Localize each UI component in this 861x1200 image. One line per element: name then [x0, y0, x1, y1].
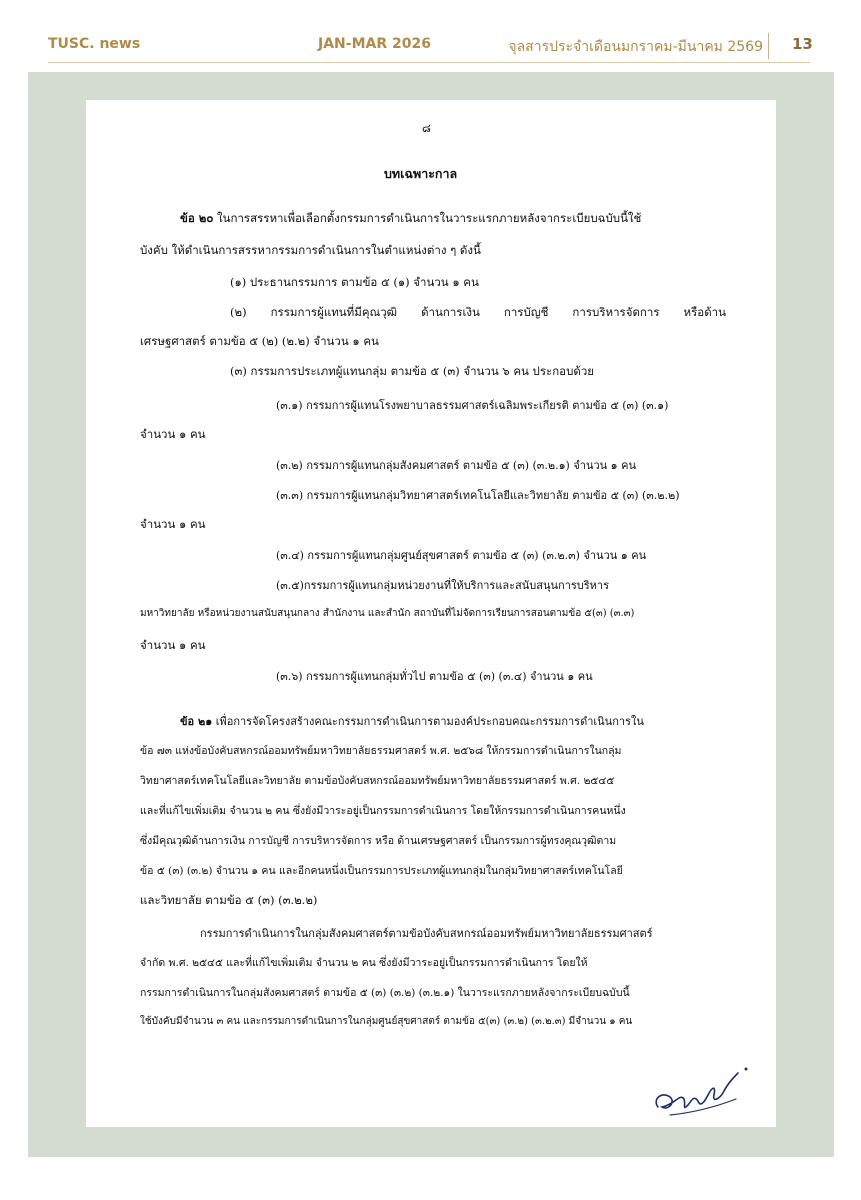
- sub-item-3-5-line-1: (๓.๕)กรรมการผู้แทนกลุ่มหน่วยงานที่ให้บริการและสนับสนุนการบริหาร: [276, 579, 610, 592]
- clause-21-p2-line-3: กรรมการดำเนินการในกลุ่มสังคมศาสตร์ ตามข้อ ๕ (๓) (๓.๒) (๓.๒.๑) ในวาระแรกภายหลังจากระเบียบฉบับนี้: [140, 987, 630, 999]
- clause-20-line-2: บังคับ ให้ดำเนินการสรรหากรรมการดำเนินการในตำแหน่งต่าง ๆ ดังนี้: [140, 243, 481, 257]
- clause-21-line-5: ซึ่งมีคุณวุฒิด้านการเงิน การบัญชี การบริหารจัดการ หรือ ด้านเศรษฐศาสตร์ เป็นกรรมการผู้ทรงคุณวุฒิตาม: [140, 835, 617, 847]
- thai-issue-label: จุลสารประจำเดือนมกราคม-มีนาคม 2569: [508, 39, 763, 55]
- page-header: [0, 0, 861, 64]
- clause-21-line-7: และวิทยาลัย ตามข้อ ๕ (๓) (๓.๒.๒): [140, 893, 318, 907]
- sub-item-3-3-line-2: จำนวน ๑ คน: [140, 517, 206, 531]
- page-number: 13: [792, 35, 813, 53]
- clause-20-item-2-line-2: เศรษฐศาสตร์ ตามข้อ ๕ (๒) (๒.๒) จำนวน ๑ คน: [140, 334, 379, 348]
- publication-name: TUSC. news: [48, 36, 141, 52]
- sub-item-3-5-line-2: มหาวิทยาลัย หรือหน่วยงานสนับสนุนกลาง สำนักงาน และสำนัก สถาบันที่ไม่จัดการเรียนการสอนตามข้อ ๕(๓) (๓.๓): [140, 608, 635, 619]
- sub-item-3-4: (๓.๔) กรรมการผู้แทนกลุ่มศูนย์สุขศาสตร์ ตามข้อ ๕ (๓) (๓.๒.๓) จำนวน ๑ คน: [276, 549, 647, 562]
- clause-21-line-4: และที่แก้ไขเพิ่มเติม จำนวน ๒ คน ซึ่งยังมีวาระอยู่เป็นกรรมการดำเนินการ โดยให้กรรมการดำเนินการคนหนึ่ง: [140, 805, 626, 817]
- clause-21-line-6: ข้อ ๕ (๓) (๓.๒) จำนวน ๑ คน และอีกคนหนึ่งเป็นกรรมการประเภทผู้แทนกลุ่มในกลุ่มวิทยาศาสตร์เทคโนโลยี: [140, 865, 623, 877]
- sub-item-3-1-line-1: (๓.๑) กรรมการผู้แทนโรงพยาบาลธรรมศาสตร์เฉลิมพระเกียรติ ตามข้อ ๕ (๓) (๓.๑): [276, 399, 669, 412]
- clause-20-label: ข้อ ๒๐: [180, 211, 214, 225]
- sub-item-3-3-line-1: (๓.๓) กรรมการผู้แทนกลุ่มวิทยาศาสตร์เทคโนโลยีและวิทยาลัย ตามข้อ ๕ (๓) (๓.๒.๒): [276, 489, 680, 502]
- issue-label: JAN-MAR 2026: [318, 36, 431, 52]
- page-mark: ๘: [422, 121, 431, 135]
- header-divider: [768, 33, 769, 59]
- clause-20-item-2-line-1: (๒) กรรมการผู้แทนที่มีคุณวุฒิ ด้านการเงิน การบัญชี การบริหารจัดการ หรือด้าน: [230, 305, 726, 319]
- clause-20-item-3: (๓) กรรมการประเภทผู้แทนกลุ่ม ตามข้อ ๕ (๓) จำนวน ๖ คน ประกอบด้วย: [230, 364, 595, 378]
- clause-21-p2-line-2: จำกัด พ.ศ. ๒๕๔๕ และที่แก้ไขเพิ่มเติม จำนวน ๒ คน ซึ่งยังมีวาระอยู่เป็นกรรมการดำเนินการ โดยให้: [140, 957, 588, 969]
- clause-21-line-3: วิทยาศาสตร์เทคโนโลยีและวิทยาลัย ตามข้อบังคับสหกรณ์ออมทรัพย์มหาวิทยาลัยธรรมศาสตร์ พ.ศ. ๒๕๔๕: [140, 775, 615, 787]
- clause-20-line-1: ข้อ ๒๐ ในการสรรหาเพื่อเลือกตั้งกรรมการดำเนินการในวาระแรกภายหลังจากระเบียบฉบับนี้ใช้: [180, 211, 642, 225]
- clause-20-item-1: (๑) ประธานกรรมการ ตามข้อ ๕ (๑) จำนวน ๑ คน: [230, 275, 479, 289]
- clause-21-line-1: ข้อ ๒๑ เพื่อการจัดโครงสร้างคณะกรรมการดำเนินการตามองค์ประกอบคณะกรรมการดำเนินการใน: [180, 715, 644, 728]
- clause-21-line-2: ข้อ ๗๓ แห่งข้อบังคับสหกรณ์ออมทรัพย์มหาวิทยาลัยธรรมศาสตร์ พ.ศ. ๒๕๖๘ ให้กรรมการดำเนินการในกลุ่ม: [140, 745, 622, 757]
- clause-21-p2-line-4: ใช้บังคับมีจำนวน ๓ คน และกรรมการดำเนินการในกลุ่มศูนย์สุขศาสตร์ ตามข้อ ๕(๓) (๓.๒) (๓.๒.๓) มีจำนวน ๑ คน: [140, 1016, 633, 1027]
- sub-item-3-6: (๓.๖) กรรมการผู้แทนกลุ่มทั่วไป ตามข้อ ๕ (๓) (๓.๔) จำนวน ๑ คน: [276, 670, 593, 683]
- sub-item-3-2: (๓.๒) กรรมการผู้แทนกลุ่มสังคมศาสตร์ ตามข้อ ๕ (๓) (๓.๒.๑) จำนวน ๑ คน: [276, 459, 637, 472]
- sub-item-3-1-line-2: จำนวน ๑ คน: [140, 427, 206, 441]
- sub-item-3-5-line-3: จำนวน ๑ คน: [140, 638, 206, 652]
- clause-21-p2-line-1: กรรมการดำเนินการในกลุ่มสังคมศาสตร์ตามข้อบังคับสหกรณ์ออมทรัพย์มหาวิทยาลัยธรรมศาสตร์: [200, 927, 653, 940]
- header-rule: [48, 62, 810, 63]
- clause-21-label: ข้อ ๒๑: [180, 715, 213, 728]
- section-title: บทเฉพาะกาล: [384, 166, 458, 181]
- signature-icon: [650, 1055, 760, 1125]
